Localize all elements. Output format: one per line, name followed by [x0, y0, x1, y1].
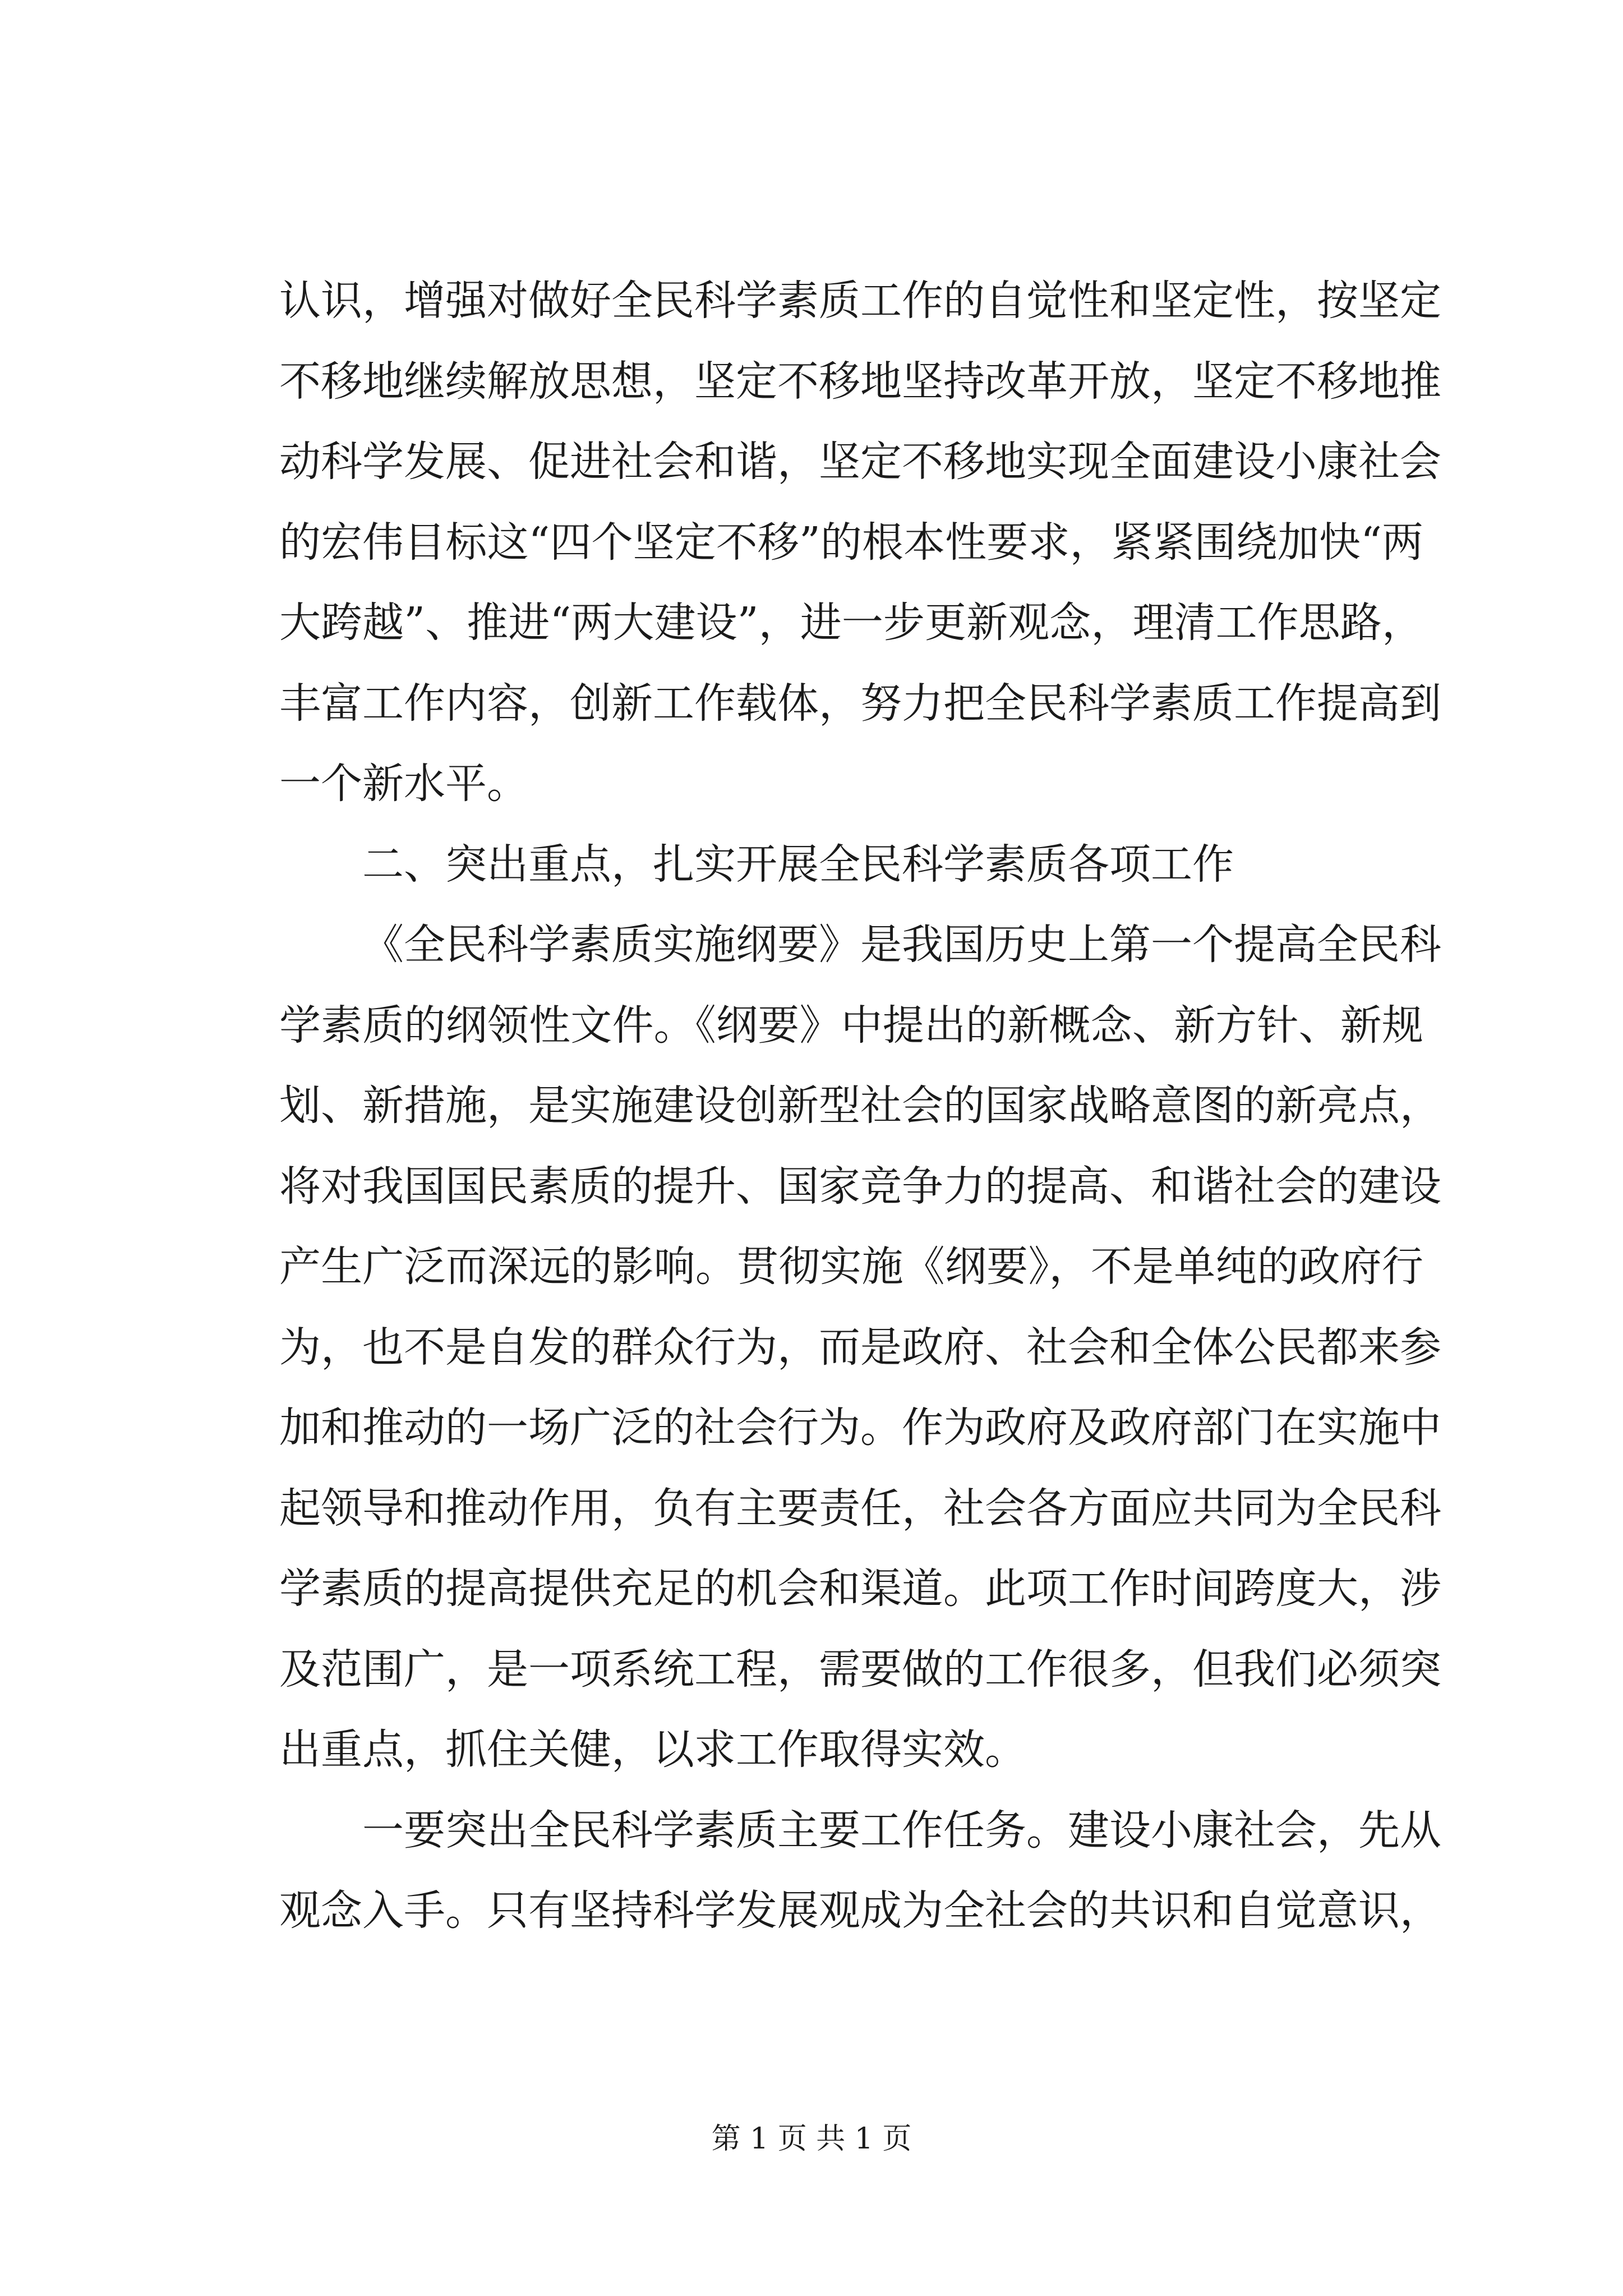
- text-line: 起领导和推动作用，负有主要责任，社会各方面应共同为全民科: [279, 1484, 1441, 1533]
- paragraph-2: [279, 905, 1441, 1791]
- text-line: 出重点，抓住关健，以求工作取得实效。: [279, 1726, 1026, 1774]
- text-line: 认识，增强对做好全民科学素质工作的自觉性和坚定性，按坚定: [279, 277, 1441, 325]
- heading-line: 二、突出重点，扎实开展全民科学素质各项工作: [362, 840, 1234, 889]
- text-line: 产生广泛而深远的影响。贯彻实施《纲要》，不是单纯的政府行: [279, 1243, 1423, 1291]
- text-line: 不移地继续解放思想，坚定不移地坚持改革开放，坚定不移地推: [279, 357, 1441, 406]
- text-line: 一个新水平。: [279, 760, 528, 808]
- page-footer: 第 1 页 共 1 页: [711, 2122, 912, 2156]
- text-line: 为，也不是自发的群众行为，而是政府、社会和全体公民都来参: [279, 1323, 1441, 1372]
- text-line: 大跨越”、推进“两大建设”，进一步更新观念，理清工作思路，: [279, 599, 1423, 647]
- text-line: 划、新措施，是实施建设创新型社会的国家战略意图的新亮点，: [279, 1082, 1441, 1130]
- text-line: 加和推动的一场广泛的社会行为。作为政府及政府部门在实施中: [279, 1404, 1441, 1452]
- text-line: 观念入手。只有坚持科学发展观成为全社会的共识和自觉意识，: [279, 1887, 1441, 1935]
- paragraph-1-continuation: [279, 261, 1441, 825]
- text-line: 学素质的提高提供充足的机会和渠道。此项工作时间跨度大，涉: [279, 1565, 1441, 1613]
- document-body: [279, 261, 1441, 1952]
- section-heading: [279, 825, 1423, 905]
- text-line: 将对我国国民素质的提升、国家竞争力的提高、和谐社会的建设: [279, 1162, 1441, 1211]
- text-line: 动科学发展、促进社会和谐，坚定不移地实现全面建设小康社会: [279, 438, 1441, 486]
- text-line: 《全民科学素质实施纲要》是我国历史上第一个提高全民科: [362, 921, 1441, 969]
- paragraph-3: [279, 1791, 1441, 1952]
- text-line: 的宏伟目标这“四个坚定不移”的根本性要求，紧紧围绕加快“两: [279, 518, 1423, 567]
- text-line: 一要突出全民科学素质主要工作任务。建设小康社会，先从: [362, 1806, 1441, 1855]
- text-line: 丰富工作内容，创新工作载体，努力把全民科学素质工作提高到: [279, 679, 1441, 728]
- text-line: 及范围广，是一项系统工程，需要做的工作很多，但我们必须突: [279, 1645, 1441, 1694]
- text-line: 学素质的纲领性文件。《纲要》中提出的新概念、新方针、新规: [279, 1001, 1423, 1050]
